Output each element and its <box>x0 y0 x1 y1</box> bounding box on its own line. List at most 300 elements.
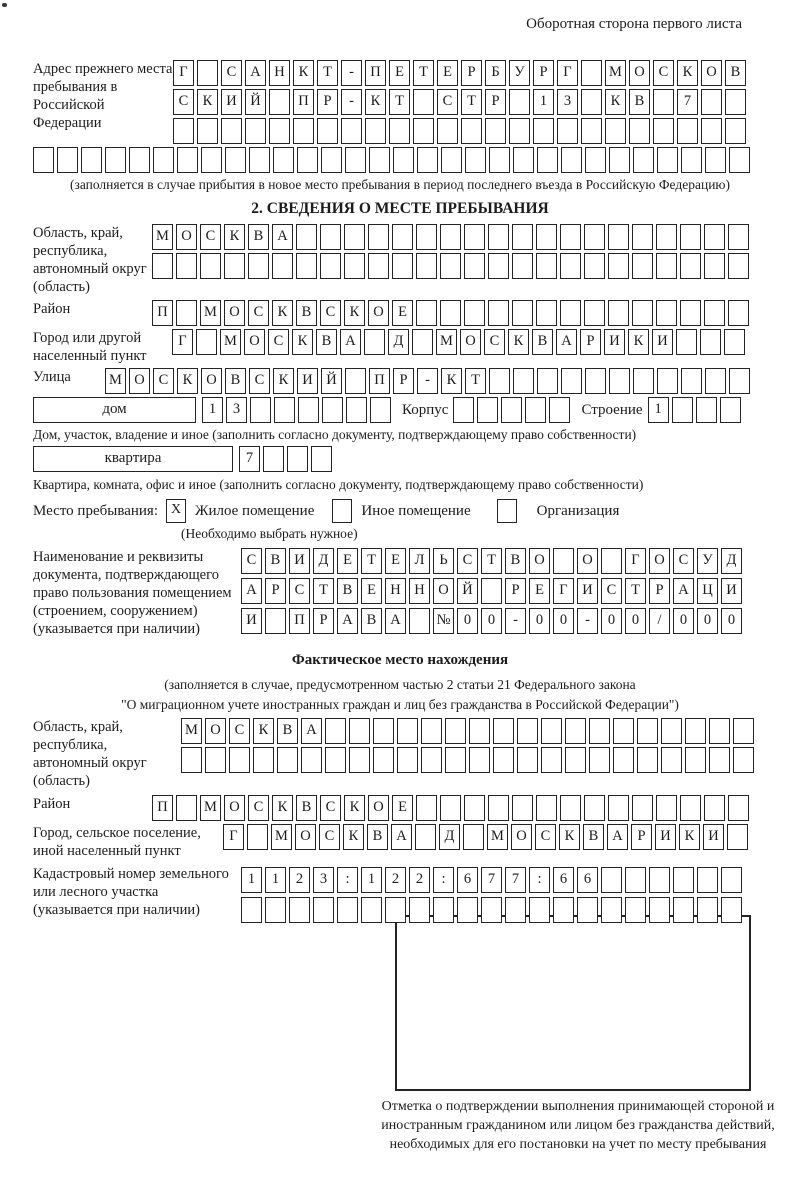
char-box[interactable] <box>393 147 414 173</box>
char-box[interactable]: К <box>343 824 364 850</box>
char-box[interactable] <box>341 118 362 144</box>
char-box[interactable]: Р <box>580 329 601 355</box>
char-box[interactable]: О <box>295 824 316 850</box>
char-box[interactable] <box>701 89 722 115</box>
char-box[interactable] <box>536 300 557 326</box>
char-box[interactable]: К <box>344 300 365 326</box>
char-box[interactable]: Т <box>413 60 434 86</box>
char-box[interactable] <box>512 300 533 326</box>
char-box[interactable] <box>728 224 749 250</box>
char-box[interactable]: Ь <box>433 548 454 574</box>
char-box[interactable] <box>560 795 581 821</box>
char-box[interactable] <box>413 118 434 144</box>
char-box[interactable] <box>585 147 606 173</box>
char-box[interactable]: 6 <box>457 867 478 893</box>
char-box[interactable] <box>205 747 226 773</box>
char-box[interactable] <box>412 329 433 355</box>
char-box[interactable]: О <box>244 329 265 355</box>
char-box[interactable] <box>728 300 749 326</box>
char-box[interactable]: П <box>152 300 173 326</box>
char-box[interactable] <box>277 747 298 773</box>
char-box[interactable] <box>368 253 389 279</box>
char-box[interactable] <box>649 897 670 923</box>
char-box[interactable]: К <box>365 89 386 115</box>
char-box[interactable]: К <box>272 300 293 326</box>
char-box[interactable] <box>697 867 718 893</box>
char-box[interactable]: С <box>221 60 242 86</box>
char-box[interactable]: 0 <box>553 608 574 634</box>
char-box[interactable]: С <box>319 824 340 850</box>
char-box[interactable] <box>696 397 717 423</box>
char-box[interactable] <box>344 224 365 250</box>
char-box[interactable]: П <box>293 89 314 115</box>
char-box[interactable] <box>272 253 293 279</box>
char-box[interactable]: К <box>253 718 274 744</box>
char-box[interactable] <box>409 608 430 634</box>
char-box[interactable]: П <box>152 795 173 821</box>
char-box[interactable]: В <box>265 548 286 574</box>
char-box[interactable] <box>197 60 218 86</box>
char-box[interactable] <box>560 300 581 326</box>
char-box[interactable] <box>581 60 602 86</box>
char-box[interactable]: В <box>248 224 269 250</box>
char-box[interactable]: В <box>225 368 246 394</box>
char-box[interactable]: - <box>505 608 526 634</box>
char-box[interactable] <box>553 897 574 923</box>
char-box[interactable]: Т <box>313 578 334 604</box>
char-box[interactable]: У <box>697 548 718 574</box>
char-box[interactable] <box>589 747 610 773</box>
char-box[interactable]: Е <box>389 60 410 86</box>
char-box[interactable] <box>601 867 622 893</box>
char-box[interactable] <box>488 253 509 279</box>
char-box[interactable] <box>512 224 533 250</box>
char-box[interactable]: М <box>487 824 508 850</box>
char-box[interactable] <box>733 718 754 744</box>
char-box[interactable] <box>656 224 677 250</box>
char-box[interactable] <box>728 795 749 821</box>
char-box[interactable] <box>501 397 522 423</box>
char-box[interactable] <box>512 253 533 279</box>
char-box[interactable] <box>720 397 741 423</box>
char-box[interactable] <box>680 300 701 326</box>
char-box[interactable] <box>632 300 653 326</box>
char-box[interactable] <box>221 118 242 144</box>
char-box[interactable]: С <box>200 224 221 250</box>
char-box[interactable]: С <box>673 548 694 574</box>
char-box[interactable]: М <box>181 718 202 744</box>
char-box[interactable] <box>325 747 346 773</box>
char-box[interactable] <box>416 253 437 279</box>
char-box[interactable] <box>525 397 546 423</box>
char-box[interactable]: Д <box>313 548 334 574</box>
char-box[interactable]: Л <box>409 548 430 574</box>
char-box[interactable] <box>289 897 310 923</box>
char-box[interactable] <box>704 253 725 279</box>
char-box[interactable] <box>697 897 718 923</box>
char-box[interactable] <box>601 548 622 574</box>
char-box[interactable]: - <box>341 89 362 115</box>
char-box[interactable] <box>173 118 194 144</box>
char-box[interactable]: И <box>721 578 742 604</box>
char-box[interactable] <box>537 147 558 173</box>
char-box[interactable] <box>248 253 269 279</box>
char-box[interactable] <box>250 397 271 423</box>
char-box[interactable]: М <box>271 824 292 850</box>
char-box[interactable]: Й <box>321 368 342 394</box>
char-box[interactable] <box>325 718 346 744</box>
char-box[interactable] <box>489 368 510 394</box>
stay-type-checkbox-organization[interactable] <box>497 499 517 523</box>
char-box[interactable] <box>311 446 332 472</box>
char-box[interactable] <box>368 224 389 250</box>
char-box[interactable]: С <box>320 795 341 821</box>
char-box[interactable]: К <box>224 224 245 250</box>
char-box[interactable]: М <box>105 368 126 394</box>
char-box[interactable] <box>416 224 437 250</box>
char-box[interactable]: У <box>509 60 530 86</box>
char-box[interactable]: Т <box>481 548 502 574</box>
char-box[interactable]: А <box>385 608 406 634</box>
char-box[interactable]: Е <box>361 578 382 604</box>
char-box[interactable]: Р <box>631 824 652 850</box>
char-box[interactable] <box>677 118 698 144</box>
char-box[interactable] <box>680 795 701 821</box>
char-box[interactable] <box>345 368 366 394</box>
char-box[interactable]: 7 <box>239 446 260 472</box>
char-box[interactable] <box>464 224 485 250</box>
char-box[interactable]: Г <box>173 60 194 86</box>
char-box[interactable] <box>317 118 338 144</box>
char-box[interactable]: В <box>532 329 553 355</box>
char-box[interactable] <box>488 795 509 821</box>
char-box[interactable] <box>176 300 197 326</box>
char-box[interactable] <box>320 224 341 250</box>
char-box[interactable]: Д <box>721 548 742 574</box>
char-box[interactable] <box>633 368 654 394</box>
char-box[interactable] <box>269 89 290 115</box>
char-box[interactable] <box>608 795 629 821</box>
char-box[interactable]: О <box>701 60 722 86</box>
char-box[interactable]: О <box>649 548 670 574</box>
char-box[interactable] <box>361 897 382 923</box>
char-box[interactable]: 0 <box>721 608 742 634</box>
char-box[interactable]: И <box>577 578 598 604</box>
char-box[interactable] <box>469 718 490 744</box>
char-box[interactable]: М <box>200 300 221 326</box>
char-box[interactable]: О <box>368 795 389 821</box>
char-box[interactable] <box>263 446 284 472</box>
char-box[interactable]: В <box>367 824 388 850</box>
char-box[interactable] <box>81 147 102 173</box>
char-box[interactable] <box>346 397 367 423</box>
char-box[interactable]: Г <box>172 329 193 355</box>
char-box[interactable] <box>681 147 702 173</box>
char-box[interactable]: 2 <box>409 867 430 893</box>
char-box[interactable]: К <box>293 60 314 86</box>
char-box[interactable] <box>364 329 385 355</box>
char-box[interactable]: К <box>197 89 218 115</box>
char-box[interactable] <box>536 224 557 250</box>
char-box[interactable]: И <box>241 608 262 634</box>
char-box[interactable] <box>464 795 485 821</box>
char-box[interactable]: 2 <box>385 867 406 893</box>
char-box[interactable] <box>464 253 485 279</box>
char-box[interactable] <box>477 397 498 423</box>
char-box[interactable]: В <box>725 60 746 86</box>
char-box[interactable] <box>560 253 581 279</box>
char-box[interactable]: Р <box>393 368 414 394</box>
char-box[interactable] <box>287 446 308 472</box>
char-box[interactable]: М <box>436 329 457 355</box>
char-box[interactable]: О <box>529 548 550 574</box>
char-box[interactable] <box>397 718 418 744</box>
char-box[interactable]: М <box>220 329 241 355</box>
char-box[interactable] <box>153 147 174 173</box>
char-box[interactable]: О <box>368 300 389 326</box>
char-box[interactable] <box>721 867 742 893</box>
char-box[interactable] <box>445 747 466 773</box>
char-box[interactable]: С <box>457 548 478 574</box>
char-box[interactable]: 1 <box>202 397 223 423</box>
char-box[interactable]: В <box>277 718 298 744</box>
char-box[interactable] <box>349 718 370 744</box>
char-box[interactable]: Н <box>409 578 430 604</box>
char-box[interactable]: : <box>529 867 550 893</box>
char-box[interactable]: Й <box>245 89 266 115</box>
char-box[interactable] <box>605 118 626 144</box>
char-box[interactable] <box>680 253 701 279</box>
char-box[interactable]: Д <box>439 824 460 850</box>
char-box[interactable] <box>680 224 701 250</box>
char-box[interactable] <box>176 795 197 821</box>
char-box[interactable] <box>505 897 526 923</box>
char-box[interactable] <box>296 253 317 279</box>
char-box[interactable] <box>105 147 126 173</box>
char-box[interactable] <box>321 147 342 173</box>
char-box[interactable] <box>181 747 202 773</box>
char-box[interactable]: Т <box>465 368 486 394</box>
char-box[interactable]: М <box>200 795 221 821</box>
char-box[interactable] <box>656 253 677 279</box>
char-box[interactable] <box>437 118 458 144</box>
char-box[interactable] <box>344 253 365 279</box>
char-box[interactable] <box>440 795 461 821</box>
apartment-type-box[interactable]: квартира <box>33 446 233 472</box>
char-box[interactable] <box>632 224 653 250</box>
char-box[interactable]: А <box>241 578 262 604</box>
char-box[interactable] <box>577 897 598 923</box>
char-box[interactable] <box>729 147 750 173</box>
char-box[interactable] <box>249 147 270 173</box>
char-box[interactable] <box>298 397 319 423</box>
char-box[interactable]: С <box>248 795 269 821</box>
char-box[interactable]: В <box>505 548 526 574</box>
char-box[interactable]: В <box>316 329 337 355</box>
char-box[interactable] <box>704 300 725 326</box>
char-box[interactable]: П <box>369 368 390 394</box>
char-box[interactable] <box>322 397 343 423</box>
char-box[interactable]: О <box>433 578 454 604</box>
char-box[interactable]: С <box>437 89 458 115</box>
char-box[interactable] <box>464 300 485 326</box>
char-box[interactable]: 6 <box>577 867 598 893</box>
char-box[interactable]: П <box>365 60 386 86</box>
char-box[interactable]: О <box>224 795 245 821</box>
char-box[interactable]: - <box>341 60 362 86</box>
char-box[interactable]: О <box>201 368 222 394</box>
char-box[interactable] <box>632 253 653 279</box>
char-box[interactable]: Т <box>361 548 382 574</box>
char-box[interactable]: К <box>628 329 649 355</box>
char-box[interactable]: О <box>629 60 650 86</box>
char-box[interactable] <box>632 795 653 821</box>
char-box[interactable] <box>673 897 694 923</box>
char-box[interactable] <box>265 897 286 923</box>
char-box[interactable] <box>729 368 750 394</box>
char-box[interactable] <box>584 253 605 279</box>
char-box[interactable]: И <box>604 329 625 355</box>
char-box[interactable]: К <box>559 824 580 850</box>
char-box[interactable] <box>445 718 466 744</box>
char-box[interactable]: Т <box>389 89 410 115</box>
char-box[interactable] <box>509 118 530 144</box>
char-box[interactable] <box>725 89 746 115</box>
char-box[interactable]: 1 <box>241 867 262 893</box>
char-box[interactable]: 7 <box>677 89 698 115</box>
char-box[interactable]: Г <box>557 60 578 86</box>
char-box[interactable]: Т <box>317 60 338 86</box>
char-box[interactable]: 0 <box>673 608 694 634</box>
char-box[interactable]: В <box>629 89 650 115</box>
char-box[interactable] <box>557 118 578 144</box>
char-box[interactable] <box>301 747 322 773</box>
char-box[interactable] <box>488 224 509 250</box>
char-box[interactable]: С <box>153 368 174 394</box>
char-box[interactable]: О <box>224 300 245 326</box>
char-box[interactable] <box>370 397 391 423</box>
char-box[interactable] <box>549 397 570 423</box>
char-box[interactable] <box>513 368 534 394</box>
char-box[interactable]: 3 <box>557 89 578 115</box>
char-box[interactable] <box>709 747 730 773</box>
char-box[interactable] <box>517 747 538 773</box>
char-box[interactable] <box>196 329 217 355</box>
char-box[interactable]: 7 <box>481 867 502 893</box>
char-box[interactable] <box>608 300 629 326</box>
char-box[interactable] <box>685 718 706 744</box>
char-box[interactable] <box>416 795 437 821</box>
char-box[interactable]: С <box>653 60 674 86</box>
char-box[interactable] <box>700 329 721 355</box>
char-box[interactable]: : <box>337 867 358 893</box>
char-box[interactable] <box>389 118 410 144</box>
char-box[interactable] <box>512 795 533 821</box>
char-box[interactable] <box>493 718 514 744</box>
char-box[interactable]: С <box>249 368 270 394</box>
char-box[interactable]: 1 <box>533 89 554 115</box>
stay-type-checkbox-other[interactable] <box>332 499 352 523</box>
char-box[interactable]: 1 <box>648 397 669 423</box>
char-box[interactable] <box>176 253 197 279</box>
char-box[interactable]: Ц <box>697 578 718 604</box>
char-box[interactable]: - <box>577 608 598 634</box>
char-box[interactable] <box>373 747 394 773</box>
char-box[interactable]: К <box>677 60 698 86</box>
char-box[interactable] <box>513 147 534 173</box>
char-box[interactable] <box>265 608 286 634</box>
char-box[interactable]: 1 <box>361 867 382 893</box>
char-box[interactable]: К <box>344 795 365 821</box>
char-box[interactable] <box>553 548 574 574</box>
char-box[interactable] <box>701 118 722 144</box>
char-box[interactable] <box>721 897 742 923</box>
char-box[interactable]: П <box>289 608 310 634</box>
char-box[interactable] <box>649 867 670 893</box>
char-box[interactable] <box>337 897 358 923</box>
char-box[interactable]: Р <box>485 89 506 115</box>
char-box[interactable] <box>584 795 605 821</box>
char-box[interactable]: А <box>272 224 293 250</box>
char-box[interactable]: Р <box>649 578 670 604</box>
char-box[interactable] <box>581 89 602 115</box>
char-box[interactable] <box>433 897 454 923</box>
char-box[interactable]: Б <box>485 60 506 86</box>
char-box[interactable] <box>453 397 474 423</box>
char-box[interactable] <box>369 147 390 173</box>
char-box[interactable] <box>584 300 605 326</box>
char-box[interactable]: / <box>649 608 670 634</box>
char-box[interactable]: Е <box>337 548 358 574</box>
char-box[interactable] <box>481 897 502 923</box>
char-box[interactable] <box>440 224 461 250</box>
char-box[interactable]: Р <box>265 578 286 604</box>
char-box[interactable] <box>685 747 706 773</box>
char-box[interactable] <box>373 718 394 744</box>
char-box[interactable] <box>625 897 646 923</box>
char-box[interactable]: А <box>337 608 358 634</box>
char-box[interactable] <box>441 147 462 173</box>
char-box[interactable] <box>33 147 54 173</box>
char-box[interactable] <box>457 897 478 923</box>
char-box[interactable] <box>229 747 250 773</box>
char-box[interactable] <box>653 118 674 144</box>
char-box[interactable]: К <box>292 329 313 355</box>
char-box[interactable] <box>608 253 629 279</box>
char-box[interactable] <box>585 368 606 394</box>
char-box[interactable]: О <box>176 224 197 250</box>
char-box[interactable]: Т <box>625 578 646 604</box>
char-box[interactable] <box>397 747 418 773</box>
char-box[interactable] <box>725 118 746 144</box>
char-box[interactable] <box>440 253 461 279</box>
char-box[interactable]: И <box>655 824 676 850</box>
char-box[interactable]: А <box>607 824 628 850</box>
char-box[interactable] <box>625 867 646 893</box>
char-box[interactable]: 0 <box>601 608 622 634</box>
char-box[interactable] <box>681 368 702 394</box>
char-box[interactable] <box>565 747 586 773</box>
char-box[interactable]: Е <box>385 548 406 574</box>
char-box[interactable]: С <box>289 578 310 604</box>
char-box[interactable] <box>485 118 506 144</box>
char-box[interactable]: Е <box>392 795 413 821</box>
char-box[interactable] <box>637 718 658 744</box>
char-box[interactable] <box>541 747 562 773</box>
char-box[interactable] <box>469 747 490 773</box>
char-box[interactable] <box>561 147 582 173</box>
char-box[interactable] <box>704 224 725 250</box>
